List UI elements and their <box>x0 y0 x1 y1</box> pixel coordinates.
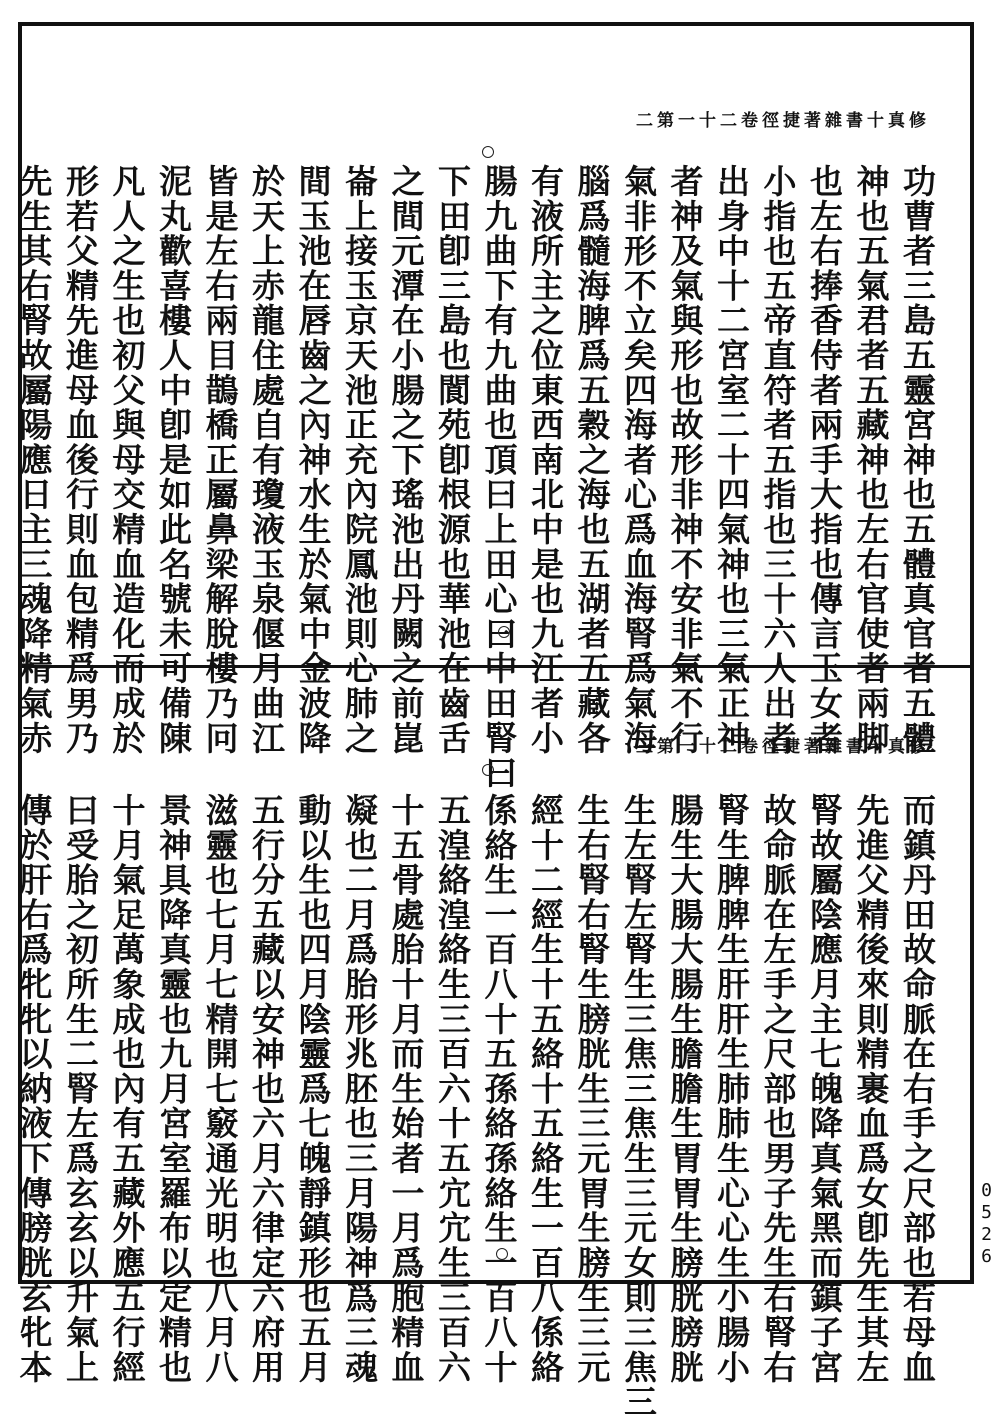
text-column: 下田卽三島也閬苑卽根源也華池在齒舌 <box>433 164 472 756</box>
text-column: 皆是左右兩目鵲橋正屬鼻梁解脫樓乃冋 <box>200 164 240 756</box>
text-column: 者神及氣與形也故形非神不安非氣不行 <box>665 164 705 756</box>
text-column: 凝也二月爲胎形兆胚也三月陽神爲三魂 <box>340 793 379 1385</box>
punctuation-circle-mark <box>482 146 494 158</box>
text-column: 間玉池在唇齒之內神水生於氣中金波降 <box>293 164 333 756</box>
punctuation-circle-mark <box>496 1248 508 1260</box>
text-column: 於天上赤龍住處自有瓊液玉泉偃月曲江 <box>247 164 286 756</box>
text-column: 生右腎右腎生膀胱生三元胃生膀生三元 <box>572 793 612 1385</box>
text-column: 功曹者三島五靈宮神也五體真官者五體 <box>898 164 937 756</box>
text-column: 有液所主之位東西南北中是也九江者小 <box>526 164 565 756</box>
text-column: 出身中十二宮室二十四氣神也三氣正神 <box>712 164 751 756</box>
text-column: 小指也五帝直符者五指也三十六人出者 <box>758 164 798 756</box>
text-column: 氣非形不立矣四海者心爲血海腎爲氣海 <box>619 164 658 756</box>
punctuation-circle-mark <box>498 626 510 638</box>
text-column: 景神具降真靈也九月宮室羅布以定精也 <box>154 793 193 1385</box>
text-column: 生左腎左腎生三焦三焦生三元女則三焦三 <box>619 793 658 1419</box>
text-column: 先進父精後來則精裹血爲女卽先生其左 <box>851 793 891 1385</box>
text-column: 曰受胎之初所生二腎左爲玄玄以升氣上 <box>61 793 100 1385</box>
text-column: 之間元潭在小腸之下瑤池出丹闕之前崑 <box>386 164 426 756</box>
text-column: 腦爲髓海脾爲五穀之海也五湖者五藏各 <box>572 164 612 756</box>
punctuation-circle-mark <box>482 764 494 776</box>
text-column: 崙上接玉京天池正充內院鳳池則心肺之 <box>340 164 379 756</box>
text-column: 動以生也四月陰靈爲七魄靜鎮形也五月 <box>293 793 333 1385</box>
text-column: 腎故屬陰應月主七魄降真氣黑而鎮子宮 <box>805 793 844 1385</box>
text-column: 五湟絡湟絡生三百六十五宂宂生三百六 <box>433 793 472 1385</box>
text-column: 腸九曲下有九曲也頂曰上田心曰中田腎曰 <box>479 164 519 791</box>
text-column: 泥丸歡喜樓人中卽是如此名號未可備陳 <box>154 164 193 756</box>
upper-page-header: 修真十書雜著捷徑卷二十一第二 <box>636 111 930 131</box>
lower-page-text <box>14 793 940 1419</box>
lower-page-header: 修真十書雜著捷徑卷二十一第三 <box>636 737 930 757</box>
text-column: 而鎮丹田故命脈在右手之尺部也若母血 <box>898 793 937 1385</box>
lower-page <box>14 668 970 1419</box>
text-column: 經十二經生十五絡十五絡生一百八係絡 <box>526 793 565 1385</box>
text-column: 十五骨處胎十月而生始者一月爲胞精血 <box>386 793 426 1385</box>
text-column: 滋靈也七月七精開七竅通光明也八月八 <box>200 793 240 1385</box>
text-column: 也左右捧香侍者兩手大指也傳言玉女者 <box>805 164 844 756</box>
text-column: 傳於肝右爲牝牝以納液下傳膀胱玄牝本 <box>14 793 54 1385</box>
text-column: 五行分五藏以安神也六月六律定六府用 <box>247 793 286 1385</box>
text-column: 形若父精先進母血後行則血包精爲男乃 <box>61 164 100 756</box>
text-column: 十月氣足萬象成也內有五藏外應五行經 <box>107 793 147 1385</box>
text-column: 腎生脾脾生肝肝生肺肺生心心生小腸小 <box>712 793 751 1385</box>
text-column: 故命脈在左手之尺部也男子先生右腎右 <box>758 793 798 1385</box>
text-column: 係絡生一百八十五孫絡孫絡生一百八十 <box>479 793 519 1385</box>
page-sheet <box>14 22 974 1419</box>
text-column: 先生其右腎故屬陽應日主三魂降精氣赤 <box>14 164 54 756</box>
text-column: 凡人之生也初父與母交精血造化而成於 <box>107 164 147 756</box>
text-column: 神也五氣君者五藏神也左右官使者兩脚 <box>851 164 891 756</box>
text-column: 腸生大腸大腸生膽膽生胃胃生膀胱膀胱 <box>665 793 705 1385</box>
page-number: 0526 <box>976 1180 997 1268</box>
